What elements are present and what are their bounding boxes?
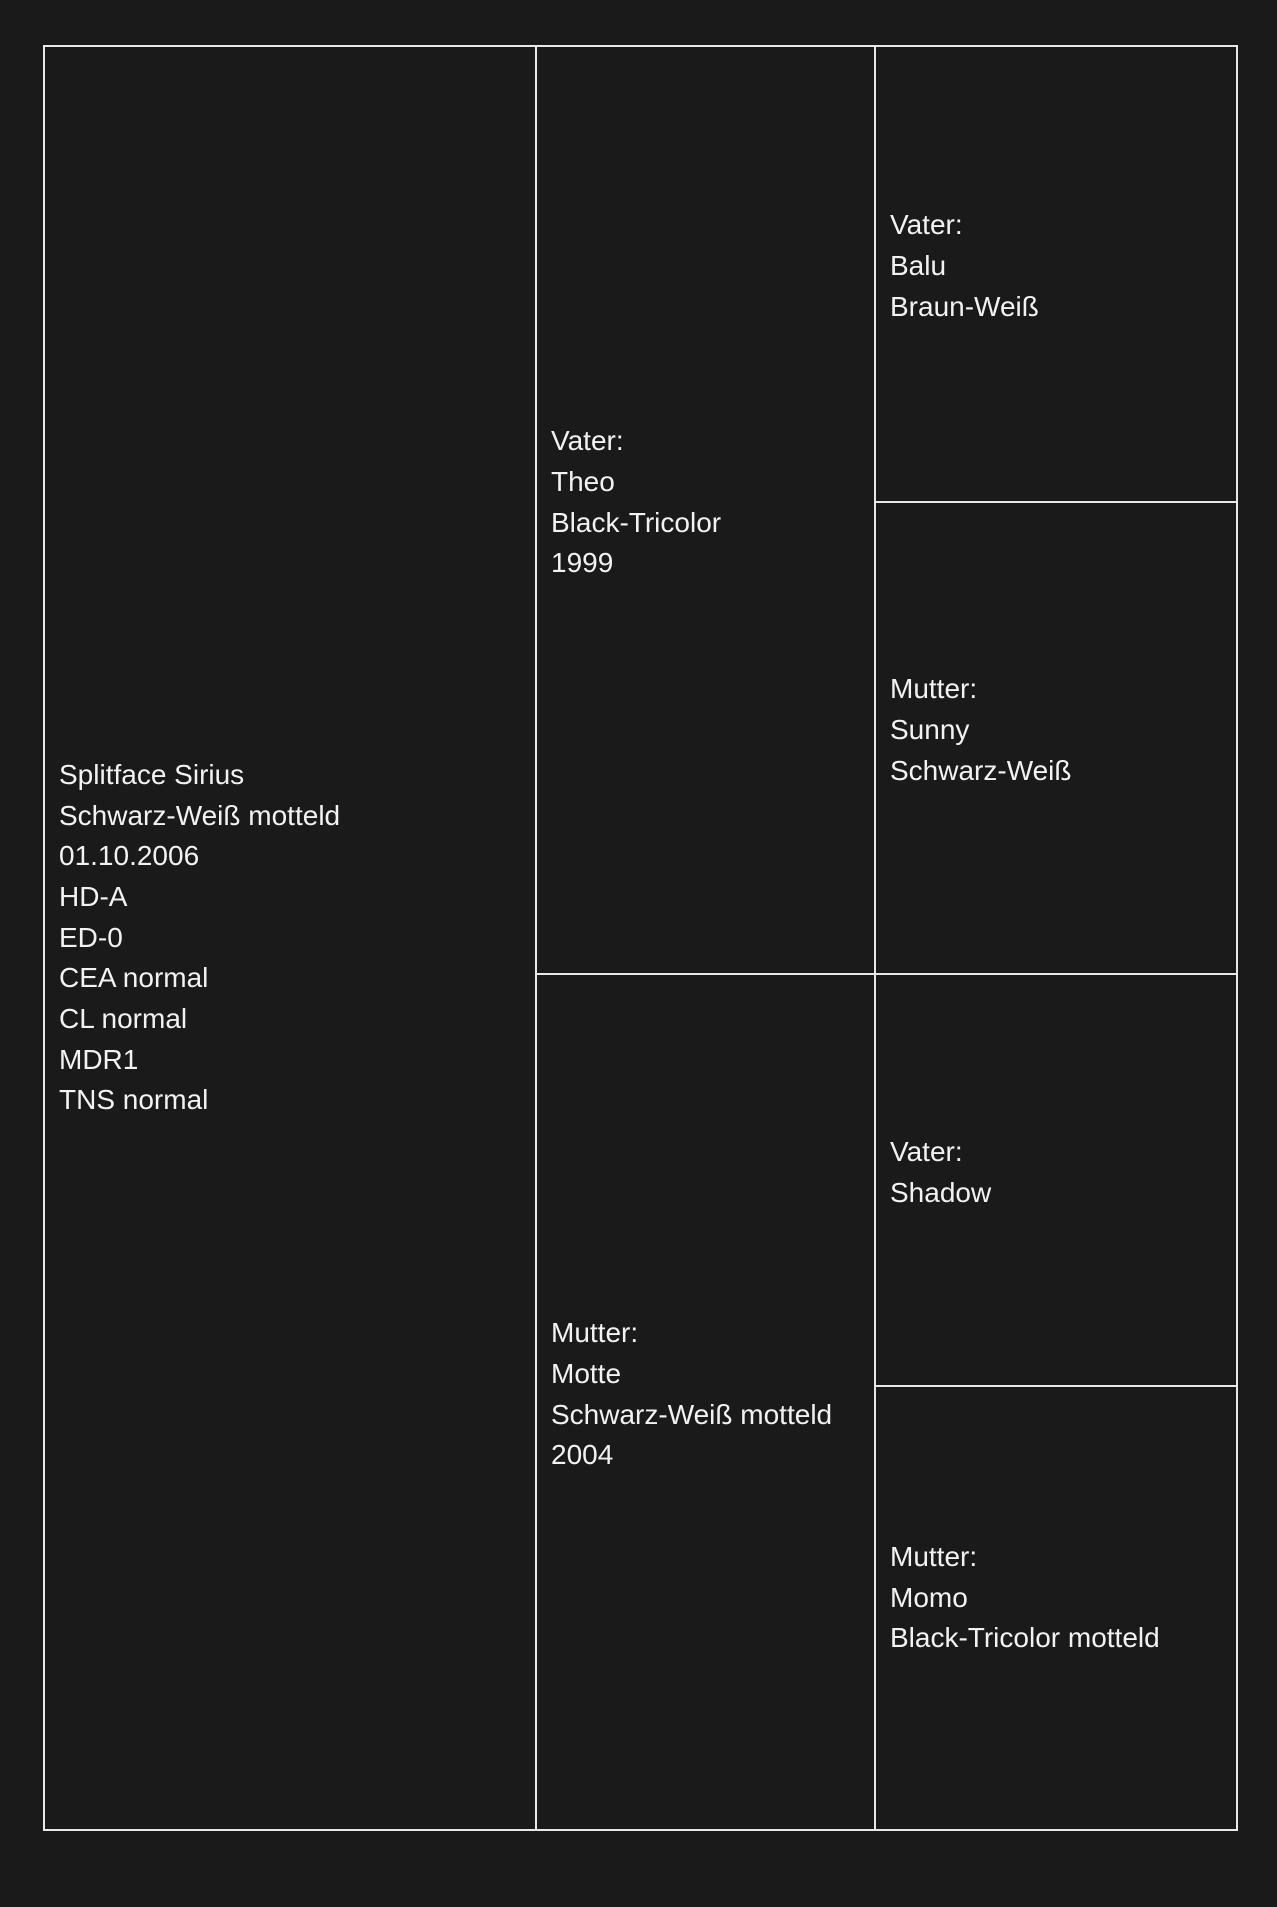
mother-cell (537, 975, 874, 1829)
subject-birthdate: 01.10.2006 (59, 840, 200, 872)
mother-details (551, 1313, 832, 1476)
pedigree-table (43, 45, 1238, 1831)
father-color: Black-Tricolor (551, 506, 722, 538)
subject-hd: HD-A (59, 880, 128, 912)
mother-role: Mutter: (551, 1317, 639, 1349)
paternal-grandfather-details (890, 205, 1039, 327)
subject-cea: CEA normal (59, 962, 209, 994)
father-details (551, 421, 721, 584)
subject-name: Splitface Sirius (59, 758, 245, 790)
mother-color: Schwarz-Weiß motteld (551, 1398, 833, 1430)
maternal-grandmother-name: Momo (890, 1581, 968, 1613)
maternal-grandfather-name: Shadow (890, 1176, 992, 1208)
father-year: 1999 (551, 547, 614, 579)
maternal-grandmother-color: Black-Tricolor motteld (890, 1622, 1160, 1654)
mother-year: 2004 (551, 1439, 614, 1471)
subject-cell (45, 47, 535, 1829)
subject-mdr1: MDR1 (59, 1043, 139, 1075)
subject-details (59, 755, 340, 1121)
paternal-grandmother-color: Schwarz-Weiß (890, 754, 1072, 786)
father-name: Theo (551, 465, 615, 497)
paternal-grandfather-color: Braun-Weiß (890, 290, 1039, 322)
paternal-grandfather-role: Vater: (890, 209, 963, 241)
father-role: Vater: (551, 425, 624, 457)
mother-name: Motte (551, 1357, 622, 1389)
paternal-grandmother-details (890, 669, 1072, 791)
maternal-grandfather-cell (876, 975, 1236, 1385)
paternal-grandmother-name: Sunny (890, 714, 970, 746)
paternal-grandfather-cell (876, 47, 1236, 501)
maternal-grandfather-role: Vater: (890, 1135, 963, 1167)
subject-color: Schwarz-Weiß motteld (59, 799, 341, 831)
paternal-grandfather-name: Balu (890, 250, 947, 282)
maternal-grandmother-cell (876, 1387, 1236, 1829)
maternal-grandfather-details (890, 1132, 991, 1213)
paternal-grandmother-cell (876, 503, 1236, 973)
maternal-grandmother-details (890, 1537, 1160, 1659)
paternal-grandmother-role: Mutter: (890, 673, 978, 705)
father-cell (537, 47, 874, 973)
subject-ed: ED-0 (59, 921, 123, 953)
subject-tns: TNS normal (59, 1084, 209, 1116)
maternal-grandmother-role: Mutter: (890, 1540, 978, 1572)
subject-cl: CL normal (59, 1003, 188, 1035)
